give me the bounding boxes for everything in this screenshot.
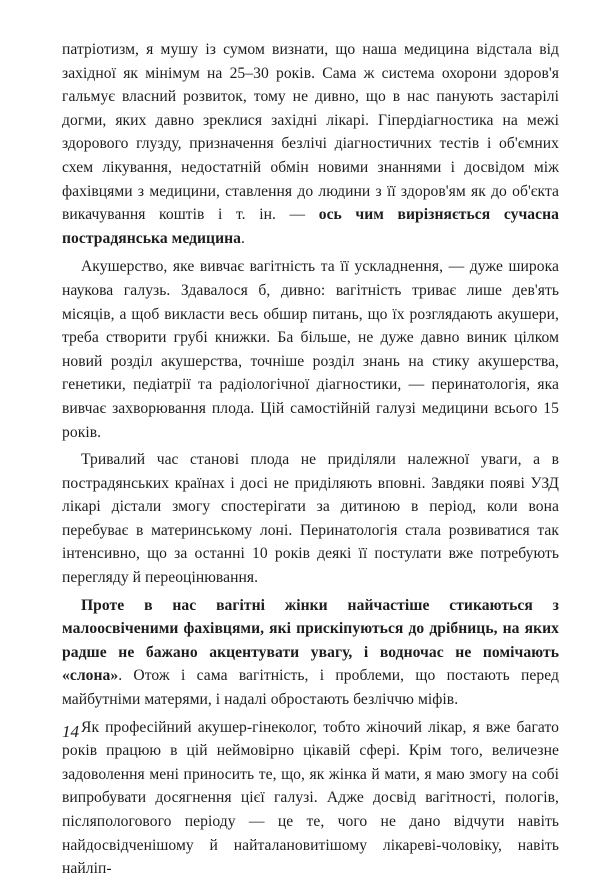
paragraph-1-text: патріотизм, я мушу із сумом визнати, що наша медицина відстала від західної як мінімум на 25–30 років. Сама ж система охорони здоров'я гальмує власний розвиток, тому не дивно, що в нас панують застарілі догми, яких давно зреклися західні лікарі. Гіпердіагностика на межі здорового глузду, призначення безлічі діагностичних тестів і об'ємних схем лікування, недостатній обмін новими знаннями і досвідом між фахівцями з медицини, ставлення до людини з її здоров'ям як до об'єкта викачування коштів і т. ін. — <box>62 41 559 224</box>
paragraph-3-text: Тривалий час станові плода не приділяли належної уваги, а в пострадянських країнах і досі не приділяють вповні. Завдяки появі УЗД лікарі дістали змогу спостерігати за дитиною в період, коли вона перебуває в материнському лоні. Перинатологія стала розвиватися так інтенсивно, що за останні 10 років деякі її постулати вже потребують перегляду й переоцінювання. <box>62 451 559 587</box>
paragraph-2-text: Акушерство, яке вивчає вагітність та її ускладнення, — дуже широка наукова галузь. Здавалося б, дивно: вагітність триває лише дев'ять місяців, а щоб викласти весь обшир питань, що їх розглядають акушери, треба створити грубі книжки. Ба більше, не дуже давно виник цілком новий розділ акушерства, точніше розділ знань на стику акушерства, генетики, педіатрії та радіологічної діагностики, — перинатологія, яка вивчає захворювання плода. Цій самостійній галузі медицини всього 15 років. <box>62 258 559 441</box>
paragraph-3 <box>62 448 559 590</box>
paragraph-5 <box>62 716 559 881</box>
paragraph-4-bold: Проте в нас вагітні жінки найчастіше стикаються з малоосвіченими фахівцями, які прискіпуються до дрібниць, на яких радше не бажано акцентувати увагу, і водночас не помічають «слона» <box>62 596 559 685</box>
page-number: 14 <box>62 722 79 741</box>
paragraph-1-end: . <box>241 229 245 247</box>
paragraph-4-text: . Отож і сама вагітність, і проблеми, що постають перед майбутніми матерями, і надалі обростають безліччю міфів. <box>62 667 559 709</box>
paragraph-4 <box>62 594 559 712</box>
paragraph-1-bold: ось чим вирізняється сучасна пострадянська медицина <box>62 206 559 247</box>
paragraph-1 <box>62 38 559 250</box>
body-text <box>62 38 559 885</box>
paragraph-5-text: Як професійний акушер-гінеколог, тобто жіночий лікар, я вже багато років працюю в цій неймовірно цікавій сфері. Крім того, величезне задоволення мені приносить те, що, як жінка й мати, я маю змогу на собі випробувати досягнення цієї галузі. Адже досвід вагітності, пологів, післяпологового періоду — це те, чого не дано відчути навіть найдосвідченішому й найталановитішому лікареві-чоловіку, навіть найліп- <box>62 718 559 878</box>
paragraph-2 <box>62 255 559 444</box>
